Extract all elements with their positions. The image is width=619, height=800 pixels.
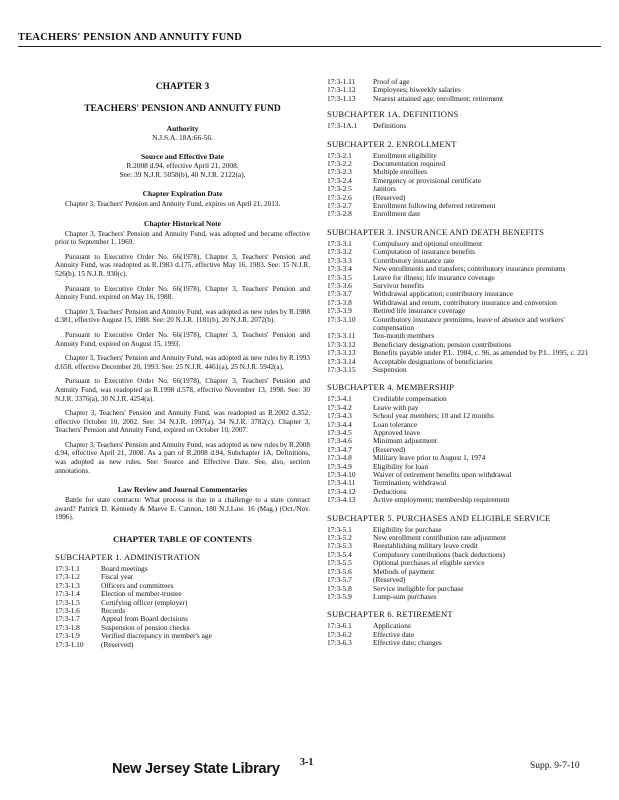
section-title: Effective date: [373, 629, 415, 639]
section-number: 17:3-3.1: [327, 238, 352, 248]
section-number: 17:3-4.9: [327, 461, 352, 471]
section-number: 17:3-5.7: [327, 575, 352, 585]
section-number: 17:3-1.13: [327, 93, 356, 103]
section-number: 17:3-4.7: [327, 444, 352, 454]
section-title: Certifying officer (employer): [101, 597, 188, 607]
section-number: 17:3-3.4: [327, 264, 352, 274]
section-number: 17:3-6.3: [327, 638, 352, 648]
law-review-text: Battle for state contracts: What process is due in a challenge to a state contract award? Patrick D. Kennedy & Maeve E. Cannon, 180 N.J.Law. 16 (Mag.) (Oct./Nov. 1996).: [55, 496, 310, 522]
source-heading: Source and Effective Date: [141, 152, 224, 161]
section-title: Proof of age: [373, 77, 410, 86]
section-title: Applications: [373, 621, 411, 631]
history-paragraph: Pursuant to Executive Order No. 66(1978), Chapter 3, Teachers' Pension and Annuity Fund, was readopted as R.1998 d.578, effective November 13, 1998. See: 30 N.J.R. 3376(a), 30 N.J.R. 4254(a).: [55, 377, 310, 403]
section-title: Leave with pay: [373, 402, 419, 412]
section-number: 17:3-3.9: [327, 306, 352, 316]
supplement-date: Supp. 9-7-10: [530, 761, 580, 771]
section-number: 17:3-4.6: [327, 436, 352, 446]
section-number: 17:3-1.6: [55, 606, 80, 616]
section-number: 17:3-3.7: [327, 289, 352, 299]
section-number: 17:3-4.1: [327, 394, 352, 404]
toc-entry: [327, 437, 599, 445]
section-number: 17:3-5.2: [327, 533, 352, 543]
toc-entry: [327, 316, 599, 333]
section-number: 17:3-1.10: [55, 639, 84, 649]
toc-entry: [327, 479, 599, 487]
toc-entry: [327, 185, 599, 193]
section-number: 17:3-1.1: [55, 564, 80, 574]
section-title: Active employment; membership requirement: [373, 495, 510, 505]
expiration-text: Chapter 3, Teachers' Pension and Annuity Fund, expires on April 21, 2013.: [65, 200, 281, 208]
toc-entry: [327, 559, 599, 567]
section-title: Lump-sum purchases: [373, 591, 437, 601]
source-line: See: 39 N.J.R. 5058(b), 40 N.J.R. 2122(a).: [119, 170, 246, 179]
toc-heading: CHAPTER TABLE OF CONTENTS: [113, 534, 252, 545]
history-paragraph: Chapter 3, Teachers' Pension and Annuity Fund, was readopted as R.2002 d.352, effective October 10, 2002. See: 34 N.J.R. 1997(a), 34 N.J.R. 3782(c). Chapter 3, Teachers' Pension and Annuity Fund, expired on October 10, 2007.: [55, 409, 310, 435]
section-title: Waiver of retirement benefits upon withdrawal: [373, 470, 512, 480]
subchapter-title: SUBCHAPTER 6. RETIREMENT: [327, 609, 453, 620]
section-number: 17:3-5.5: [327, 558, 352, 568]
section-number: 17:3-2.1: [327, 150, 352, 160]
toc-entry: [327, 496, 599, 504]
toc-entry: [327, 421, 599, 429]
section-title: (Reserved): [373, 444, 406, 454]
chapter-title: TEACHERS' PENSION AND ANNUITY FUND: [84, 104, 281, 114]
section-title: Enrollment eligibility: [373, 150, 437, 160]
toc-entry: [55, 641, 310, 649]
section-number: 17:3-4.13: [327, 495, 356, 505]
section-title: Survivor benefits: [373, 280, 425, 290]
section-title: Janitors: [373, 184, 396, 194]
section-number: 17:3-1.8: [55, 622, 80, 632]
toc-entry: [327, 95, 599, 103]
section-title: Officers and committees: [101, 580, 174, 590]
toc-entry: [55, 565, 310, 573]
section-number: 17:3-1.9: [55, 631, 80, 641]
section-number: 17:3-3.15: [327, 364, 356, 374]
section-title: Effective date; changes: [373, 638, 442, 648]
section-number: 17:3-2.3: [327, 167, 352, 177]
section-number: 17:3-2.5: [327, 184, 352, 194]
subchapter-title: SUBCHAPTER 4. MEMBERSHIP: [327, 382, 455, 393]
subchapter-title: SUBCHAPTER 2. ENROLLMENT: [327, 138, 457, 149]
section-number: 17:3-1.7: [55, 614, 80, 624]
section-title: Nearest attained age; enrollment; retirement: [373, 93, 504, 103]
section-number: 17:3-4.2: [327, 402, 352, 412]
section-title: Suspension of pension checks: [101, 622, 190, 632]
toc-entry: [55, 632, 310, 640]
running-head: TEACHERS' PENSION AND ANNUITY FUND: [18, 32, 243, 43]
history-paragraph: Pursuant to Executive Order No. 66(1978), Chapter 3, Teachers' Pension and Annuity Fund, expired on August 15, 1993.: [55, 330, 310, 348]
section-number: 17:3-4.10: [327, 470, 356, 480]
toc-entry: [327, 395, 599, 403]
section-number: 17:3-2.6: [327, 192, 352, 202]
section-number: 17:3-5.4: [327, 549, 352, 559]
toc-entry: [327, 593, 599, 601]
section-number: 17:3-3.2: [327, 247, 352, 257]
section-number: 17:3-1.4: [55, 589, 80, 599]
section-title: Termination; withdrawal: [373, 478, 447, 488]
toc-entry: [327, 412, 599, 420]
toc-entry: [327, 274, 599, 282]
toc-entry: [327, 202, 599, 210]
history-heading: Chapter Historical Note: [144, 218, 221, 228]
toc-left: [55, 552, 310, 649]
toc-entry: [327, 429, 599, 437]
authority-heading: Authority: [166, 124, 199, 133]
subchapter-title: SUBCHAPTER 3. INSURANCE AND DEATH BENEFITS: [327, 226, 545, 237]
section-number: 17:3-5.6: [327, 566, 352, 576]
section-number: 17:3-2.2: [327, 159, 352, 169]
toc-entry: [327, 152, 599, 160]
section-number: 17:3-5.1: [327, 524, 352, 534]
header-rule: [18, 46, 601, 47]
section-number: 17:3-4.5: [327, 428, 352, 437]
section-title: Election of member-trustee: [101, 589, 182, 599]
section-title: Fiscal year: [101, 572, 134, 582]
section-number: 17:3-1.5: [55, 597, 80, 607]
section-title: Multiple enrollees: [373, 167, 427, 177]
toc-entry: [327, 622, 599, 630]
subchapter-title: SUBCHAPTER 1. ADMINISTRATION: [55, 552, 201, 563]
toc-entry: [327, 454, 599, 462]
toc-entry: [327, 471, 599, 479]
section-number: 17:3-3.3: [327, 255, 352, 265]
section-title: Creditable compensation: [373, 394, 447, 404]
section-title: Computation of insurance benefits: [373, 247, 476, 257]
page-number: 3-1: [300, 757, 314, 768]
right-column: [327, 78, 599, 648]
law-review-heading: Law Review and Journal Commentaries: [117, 485, 248, 495]
section-number: 17:3-2.8: [327, 209, 352, 219]
section-title: Records: [101, 606, 126, 616]
section-number: 17:3-5.8: [327, 583, 352, 593]
toc-entry: [327, 248, 599, 256]
source-line: R.2008 d.94, effective April 21, 2008.: [126, 161, 239, 170]
history-paragraphs: [55, 230, 310, 476]
section-title: Methods of payment: [373, 566, 435, 576]
section-number: 17:3-5.9: [327, 591, 352, 601]
history-paragraph: Chapter 3, Teachers' Pension and Annuity Fund, was adopted as new rules by R.1988 d.381, effective August 15, 1988. See: 20 N.J.R. 1181(b), 20 N.J.R. 2072(b).: [55, 307, 310, 325]
toc-entry: [327, 122, 599, 130]
toc-entry: [327, 568, 599, 576]
section-number: 17:3-3.8: [327, 297, 352, 307]
section-title: Verified discrepancy in member's age: [101, 631, 212, 641]
section-title: Enrollment following deferred retirement: [373, 201, 496, 211]
section-number: 17:3-1.12: [327, 85, 356, 95]
toc-right: [327, 78, 599, 648]
section-title: Compulsory and optional enrollment: [373, 238, 482, 248]
subchapter-title: SUBCHAPTER 1A. DEFINITIONS: [327, 109, 459, 120]
toc-entry: [327, 358, 599, 366]
section-title: Loan tolerance: [373, 419, 418, 429]
section-number: 17:3-1A.1: [327, 121, 358, 131]
history-paragraph: Pursuant to Executive Order No. 66(1978), Chapter 3, Teachers' Pension and Annuity Fund, expired on May 16, 1988.: [55, 284, 310, 302]
section-title: Benefits payable under P.L. 1984, c. 96, as amended by P.L. 1995, c. 221: [373, 348, 589, 358]
toc-entry: [55, 599, 310, 607]
section-title: New enrollment contribution rate adjustment: [373, 533, 506, 543]
section-number: 17:3-3.5: [327, 272, 352, 282]
section-number: 17:3-2.7: [327, 201, 352, 211]
history-paragraph: Chapter 3, Teachers' Pension and Annuity Fund, was adopted as new rules by R.1993 d.658, effective December 20, 1993. See: 25 N.J.R. 4461(a), 25 N.J.R. 5942(a).: [55, 354, 310, 371]
section-number: 17:3-4.12: [327, 486, 356, 496]
section-title: Leave for illness; life insurance coverage: [373, 272, 495, 282]
history-paragraph: Chapter 3, Teachers' Pension and Annuity Fund, was adopted and became effective prior to September 1, 1969.: [55, 229, 310, 247]
section-title: (Reserved): [373, 192, 406, 202]
section-number: 17:3-1.2: [55, 572, 80, 582]
section-title: Emergency or provisional certificate: [373, 175, 482, 185]
section-number: 17:3-3.12: [327, 339, 356, 349]
section-title: Contributory insurance rate: [373, 255, 455, 265]
toc-entry: [327, 177, 599, 185]
section-number: 17:3-4.4: [327, 419, 352, 429]
section-title: Acceptable designations of beneficiaries: [373, 356, 493, 366]
section-number: 17:3-2.4: [327, 175, 352, 185]
section-title: Enrollment date: [373, 209, 421, 219]
toc-entry: [327, 160, 599, 168]
section-title: Suspension: [373, 364, 407, 374]
section-title: Beneficiary designation; pension contributions: [373, 339, 512, 349]
section-number: 17:3-4.8: [327, 453, 352, 463]
section-title: Withdrawal application; contributory insurance: [373, 289, 513, 299]
section-number: 17:3-3.14: [327, 356, 356, 366]
section-title: New enrollments and transfers; contributory insurance premiums: [373, 264, 566, 274]
section-number: 17:3-6.2: [327, 629, 352, 639]
toc-entry: [327, 639, 599, 647]
section-number: 17:3-3.10: [327, 314, 356, 324]
section-title: Ten-month members: [373, 331, 435, 341]
section-title: Retired life insurance coverage: [373, 306, 466, 316]
section-title: Compulsory contributions (back deductions): [373, 549, 505, 559]
section-title: Definitions: [373, 121, 407, 131]
section-title: School year members; 10 and 12 months: [373, 411, 494, 421]
section-number: 17:3-4.11: [327, 478, 356, 488]
toc-entry: [327, 631, 599, 639]
section-number: 17:3-3.11: [327, 331, 356, 341]
section-title: Employees; biweekly salaries: [373, 85, 461, 95]
section-title: (Reserved): [101, 639, 134, 649]
authority-text: N.J.S.A. 18A:66-56.: [152, 133, 213, 142]
section-number: 17:3-6.1: [327, 621, 352, 631]
section-number: 17:3-3.6: [327, 280, 352, 290]
toc-entry: [55, 582, 310, 590]
section-title: Service ineligible for purchase: [373, 583, 464, 593]
section-number: 17:3-4.3: [327, 411, 352, 421]
toc-entry: [327, 366, 599, 374]
expiration-heading: Chapter Expiration Date: [142, 189, 223, 198]
section-title: Reestablishing military leave credit: [373, 541, 478, 551]
section-number: 17:3-5.3: [327, 541, 352, 551]
section-title: Minimum adjustment: [373, 436, 437, 446]
section-title: Eligibility for purchase: [373, 524, 442, 534]
section-title: Documentation required: [373, 159, 446, 169]
history-paragraph: Pursuant to Executive Order No. 66(1978), Chapter 3, Teachers' Pension and Annuity Fund, was readopted as R.1983 d.175, effective May 16, 1983. See: 15 N.J.R. 526(b), 15 N.J.R. 930(c).: [55, 252, 310, 278]
section-title: Appeal from Board decisions: [101, 614, 188, 624]
section-title: Deductions: [373, 486, 407, 496]
history-paragraph: Chapter 3, Teachers' Pension and Annuity Fund, was adopted as new rules by R.2008 d.94, effective April 21, 2008. As a part of R.2008 d.94, Subchapter 1A, Definitions, was adopted as new rules. See: Source and Effective Date. See, also, section annotations.: [55, 440, 310, 475]
chapter-label: CHAPTER 3: [155, 82, 210, 92]
section-number: 17:3-1.3: [55, 580, 80, 590]
left-column: [55, 78, 310, 649]
subchapter-title: SUBCHAPTER 5. PURCHASES AND ELIGIBLE SERVICE: [327, 512, 551, 523]
toc-entry: [55, 573, 310, 581]
toc-entry: [327, 585, 599, 593]
section-title: Board meetings: [101, 564, 148, 574]
section-title: Military leave prior to August 1, 1974: [373, 453, 486, 463]
section-title: Contributory insurance premiums, leave of absence and workers' compensation: [373, 314, 565, 332]
section-number: 17:3-1.11: [327, 77, 356, 86]
section-title: Optional purchases of eligible service: [373, 558, 485, 568]
section-title: Eligibility for loan: [373, 461, 429, 471]
library-watermark: New Jersey State Library: [112, 761, 280, 777]
section-number: 17:3-3.13: [327, 348, 356, 358]
toc-entry: [327, 78, 599, 86]
section-title: (Reserved): [373, 575, 406, 585]
section-title: Approved leave: [373, 428, 420, 437]
toc-entry: [327, 210, 599, 218]
section-title: Withdrawal and return, contributory insurance and conversion: [373, 297, 557, 307]
